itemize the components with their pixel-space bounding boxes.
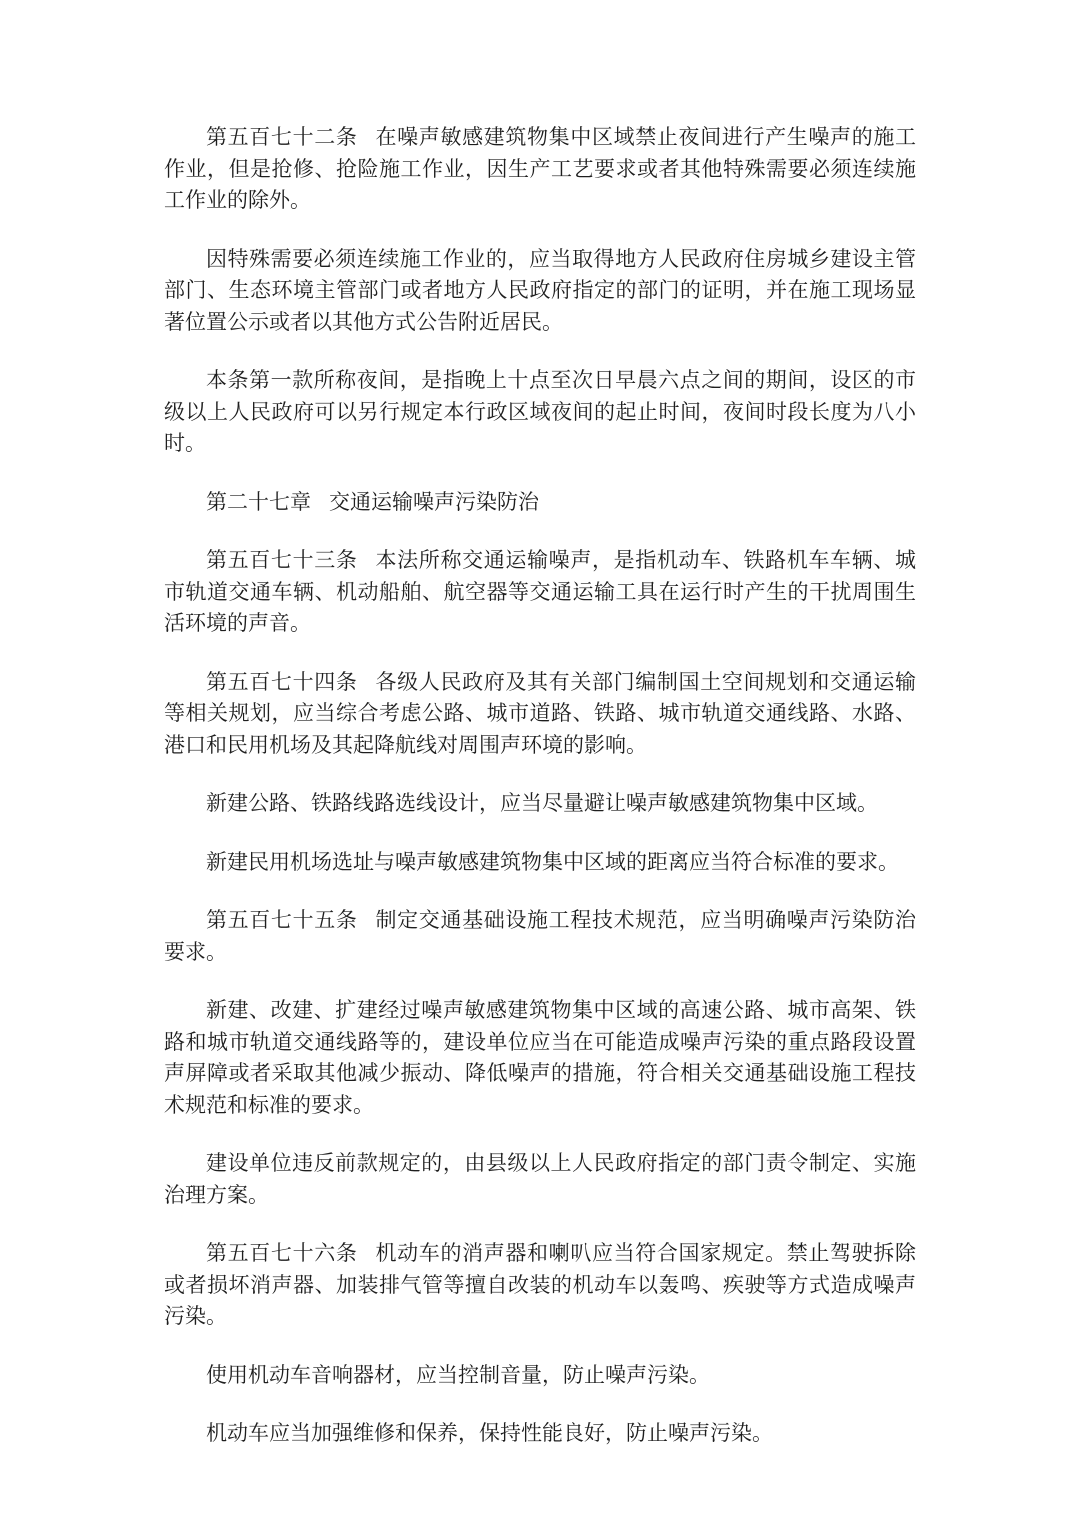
paragraph-text: 新建公路、铁路线路选线设计，应当尽量避让噪声敏感建筑物集中区域。: [206, 791, 878, 815]
paragraph-text: 因特殊需要必须连续施工作业的，应当取得地方人民政府住房城乡建设主管部门、生态环境主管部门或者地方人民政府指定的部门的证明，并在施工现场显著位置公示或者以其他方式公告附近居民。: [164, 246, 916, 334]
article-paragraph: [164, 905, 916, 968]
document-body: [164, 122, 916, 1477]
paragraph-text: 新建、改建、扩建经过噪声敏感建筑物集中区域的高速公路、城市高架、铁路和城市轨道交通线路等的，建设单位应当在可能造成噪声污染的重点路段设置声屏障或者采取其他减少振动、降低噪声的措施，符合相关交通基础设施工程技术规范和标准的要求。: [164, 998, 916, 1117]
article-paragraph: [164, 1238, 916, 1333]
paragraph-text: 制定交通基础设施工程技术规范，应当明确噪声污染防治要求。: [164, 908, 916, 964]
article-number: 第五百七十四条: [206, 669, 358, 694]
article-number: 第五百七十六条: [206, 1241, 358, 1265]
paragraph: [164, 788, 916, 820]
paragraph-text: 本法所称交通运输噪声，是指机动车、铁路机车车辆、城市轨道交通车辆、机动船舶、航空器等交通运输工具在运行时产生的干扰周围生活环境的声音。: [164, 548, 916, 635]
article-number: 第五百七十五条: [206, 908, 358, 932]
paragraph: [164, 1418, 916, 1450]
article-paragraph: [164, 667, 916, 762]
paragraph: [164, 244, 916, 339]
paragraph-text: 各级人民政府及其有关部门编制国土空间规划和交通运输等相关规划，应当综合考虑公路、城市道路、铁路、城市轨道交通线路、水路、港口和民用机场及其起降航线对周围声环境的影响。: [164, 669, 916, 757]
paragraph-text: 在噪声敏感建筑物集中区域禁止夜间进行产生噪声的施工作业，但是抢修、抢险施工作业，因生产工艺要求或者其他特殊需要必须连续施工作业的除外。: [164, 125, 916, 212]
chapter-number: 第二十七章: [206, 489, 311, 514]
paragraph-text: 本条第一款所称夜间，是指晚上十点至次日早晨六点之间的期间，设区的市级以上人民政府可以另行规定本行政区域夜间的起止时间，夜间时段长度为八小时。: [164, 368, 916, 455]
paragraph: [164, 847, 916, 879]
paragraph: [164, 995, 916, 1121]
paragraph: [164, 1148, 916, 1211]
article-number: 第五百七十三条: [206, 548, 358, 572]
paragraph: [164, 1360, 916, 1392]
paragraph-text: 使用机动车音响器材，应当控制音量，防止噪声污染。: [206, 1362, 710, 1387]
article-number: 第五百七十二条: [206, 125, 358, 149]
article-paragraph: [164, 122, 916, 217]
paragraph-text: 机动车的消声器和喇叭应当符合国家规定。禁止驾驶拆除或者损坏消声器、加装排气管等擅自改装的机动车以轰鸣、疾驶等方式造成噪声污染。: [164, 1241, 916, 1328]
paragraph-text: 机动车应当加强维修和保养，保持性能良好，防止噪声污染。: [206, 1421, 773, 1445]
paragraph-text: 新建民用机场选址与噪声敏感建筑物集中区域的距离应当符合标准的要求。: [206, 849, 899, 874]
paragraph-text: 建设单位违反前款规定的，由县级以上人民政府指定的部门责令制定、实施治理方案。: [164, 1151, 916, 1207]
paragraph: [164, 365, 916, 460]
chapter-title: 交通运输噪声污染防治: [329, 489, 539, 514]
chapter-heading: [164, 487, 916, 519]
article-paragraph: [164, 545, 916, 640]
